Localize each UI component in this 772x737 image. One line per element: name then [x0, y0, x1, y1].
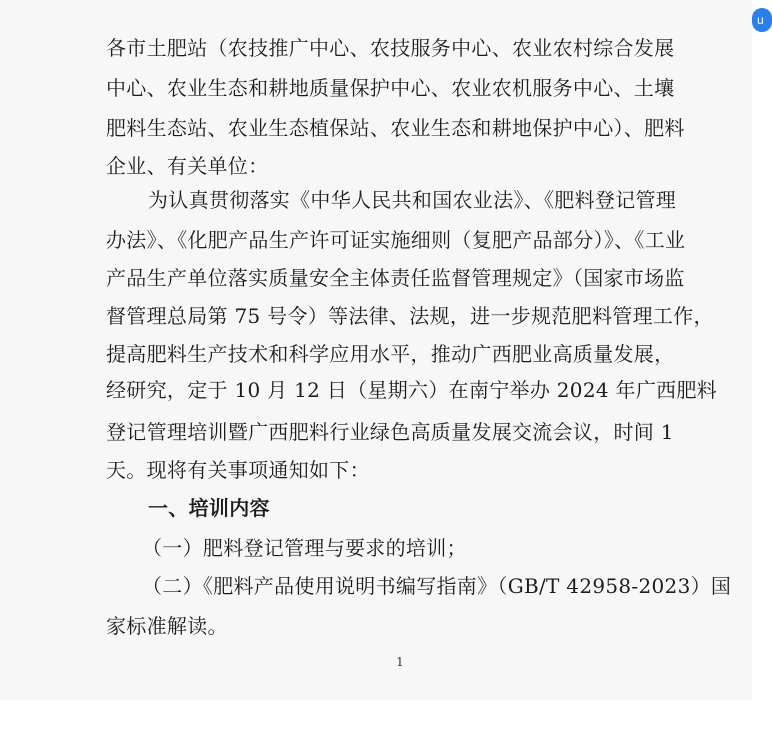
body-text-line: 各市土肥站（农技推广中心、农技服务中心、农业农村综合发展: [106, 36, 675, 60]
section-heading: 一、培训内容: [148, 496, 270, 520]
body-text-line: 产品生产单位落实质量安全主体责任监督管理规定》（国家市场监: [106, 266, 685, 290]
page-margin-right: [752, 0, 763, 737]
body-text-line: 督管理总局第 75 号令）等法律、法规，进一步规范肥料管理工作，: [106, 304, 714, 328]
body-text-line: 天。现将有关事项通知如下：: [106, 458, 370, 482]
body-text-line: 提高肥料生产技术和科学应用水平，推动广西肥业高质量发展，: [106, 342, 675, 366]
list-item: （一）肥料登记管理与要求的培训；: [142, 536, 467, 560]
body-text-line: 办法》、《化肥产品生产许可证实施细则（复肥产品部分）》、《工业: [106, 228, 686, 252]
list-item: （二）《肥料产品使用说明书编写指南》（GB/T 42958-2023）国: [142, 574, 732, 598]
body-text-line: 中心、农业生态和耕地质量保护中心、农业农机服务中心、土壤: [106, 76, 675, 100]
body-text-line: 为认真贯彻落实《中华人民共和国农业法》、《肥料登记管理: [148, 188, 677, 212]
body-text-line: 企业、有关单位：: [106, 154, 269, 178]
page-margin-bottom: [0, 700, 763, 737]
list-item-continuation: 家标准解读。: [106, 614, 228, 638]
page-number: 1: [396, 655, 404, 669]
body-text-line: 登记管理培训暨广西肥料行业绿色高质量发展交流会议，时间 1: [106, 420, 674, 444]
blue-circle-badge-icon[interactable]: u: [752, 8, 772, 32]
body-text-line: 经研究，定于 10 月 12 日（星期六）在南宁举办 2024 年广西肥料: [106, 378, 718, 402]
body-text-line: 肥料生态站、农业生态植保站、农业生态和耕地保护中心）、肥料: [106, 116, 685, 140]
